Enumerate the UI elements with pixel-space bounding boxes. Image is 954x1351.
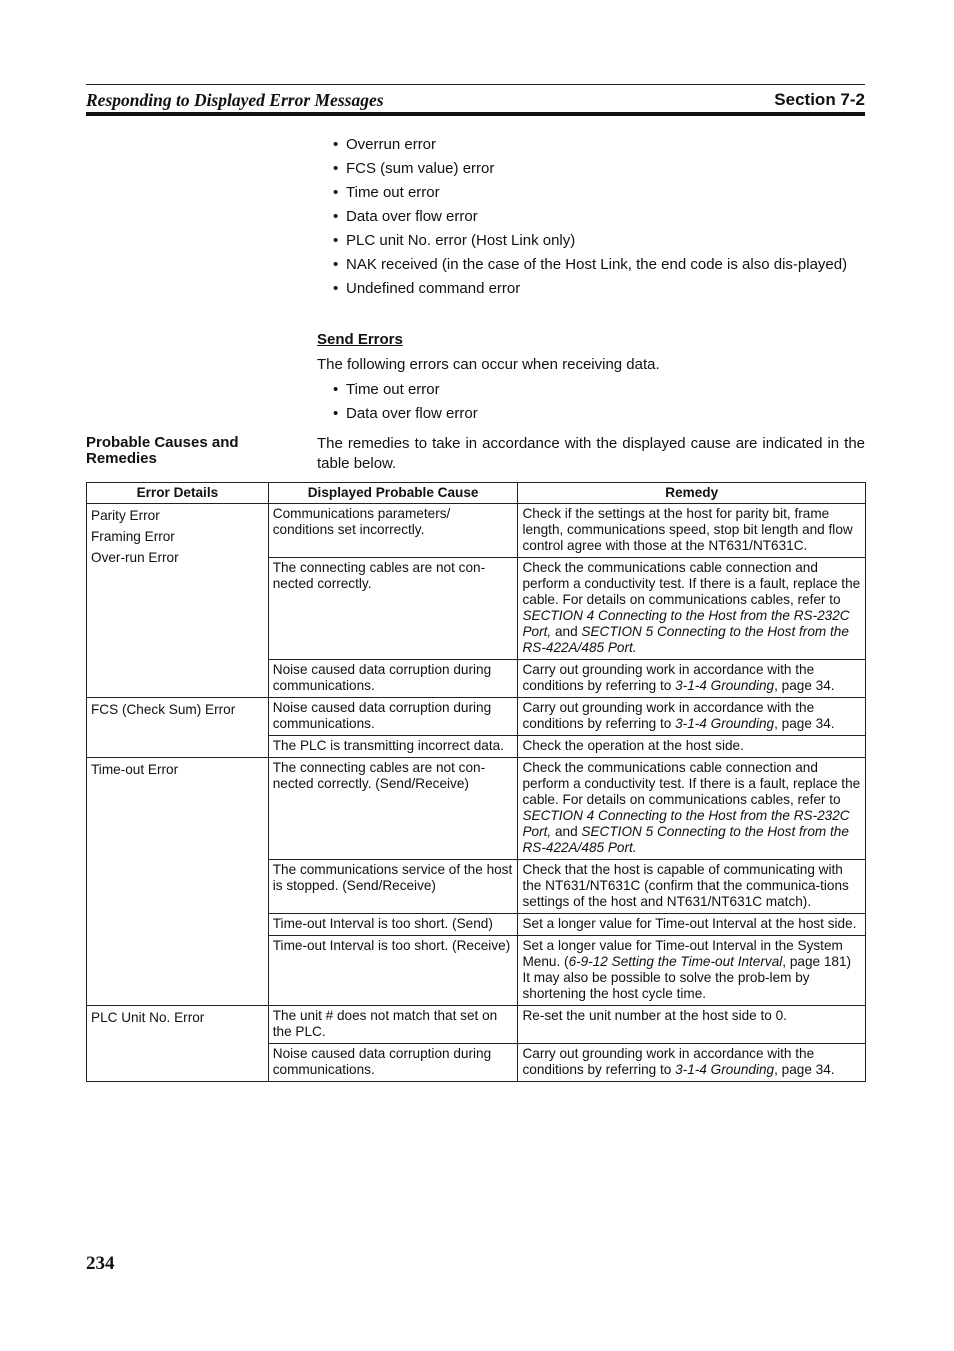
remedy-text: Set a longer value for Time-out Interval in the System Menu. ( (522, 938, 843, 969)
error-detail: PLC Unit No. Error (91, 1010, 205, 1025)
cause-cell: The connecting cables are not con-nected correctly. (268, 558, 518, 660)
remedy-cell: Re-set the unit number at the host side to 0. (518, 1006, 866, 1044)
page-number: 234 (86, 1253, 115, 1274)
send-errors-heading: Send Errors (317, 331, 403, 348)
remedy-cell: Check if the settings at the host for parity bit, frame length, communications speed, stop bit length and flow control agree with those at the NT631/NT631C. (518, 504, 866, 558)
error-details-cell (87, 1006, 269, 1082)
cause-cell: Noise caused data corruption during communications. (268, 660, 518, 698)
list-item: • PLC unit No. error (Host Link only) (333, 231, 865, 251)
table-row (87, 758, 866, 860)
column-header: Displayed Probable Cause (268, 483, 518, 504)
list-item: • Undefined command error (333, 279, 865, 299)
send-errors-intro: The following errors can occur when receiving data. (317, 356, 660, 373)
remedy-text: Carry out grounding work in accordance with the conditions by referring to (522, 662, 815, 693)
remedy-cell (518, 660, 866, 698)
list-item: • Overrun error (333, 135, 865, 155)
remedy-cell: Check the operation at the host side. (518, 736, 866, 758)
cause-cell: Noise caused data corruption during communications. (268, 1044, 518, 1082)
cause-cell: Noise caused data corruption during communications. (268, 698, 518, 736)
table-row (87, 504, 866, 558)
remedy-text: . (632, 840, 637, 855)
error-detail: Over-run Error (91, 550, 179, 565)
table-row (87, 1006, 866, 1044)
remedy-text: , page 181) It may also be possible to solve the prob-lem by shortening the host cycle time. (522, 954, 852, 1001)
remedy-text: , page 34. (774, 678, 835, 693)
list-item: • FCS (sum value) error (333, 159, 865, 179)
remedy-cell: Set a longer value for Time-out Interval at the host side. (518, 914, 866, 936)
receive-error-list (333, 135, 865, 303)
remedy-cell (518, 936, 866, 1006)
remedy-cell (518, 758, 866, 860)
list-item: • Data over flow error (333, 207, 865, 227)
cause-cell: The connecting cables are not con-nected correctly. (Send/Receive) (268, 758, 518, 860)
error-detail: Framing Error (91, 529, 175, 544)
cause-cell: Time-out Interval is too short. (Send) (268, 914, 518, 936)
section-reference: SECTION 5 Connecting to the Host from the RS-422A/485 Port (522, 624, 849, 655)
error-details-cell (87, 698, 269, 758)
section-reference: SECTION 5 Connecting to the Host from the RS-422A/485 Port (522, 824, 849, 855)
header-rule (86, 84, 865, 85)
remedy-text: Carry out grounding work in accordance with the conditions by referring to (522, 1046, 815, 1077)
error-detail: Time-out Error (91, 762, 179, 777)
probable-causes-intro: The remedies to take in accordance with the displayed cause are indicated in the table below. (317, 435, 865, 472)
error-detail: FCS (Check Sum) Error (91, 702, 236, 717)
error-detail: Parity Error (91, 508, 160, 523)
running-header-section: Section 7-2 (774, 90, 865, 109)
error-details-cell (87, 504, 269, 698)
remedy-cell (518, 1044, 866, 1082)
section-reference: 3-1-4 Grounding (675, 1062, 775, 1077)
list-item: • Time out error (333, 380, 865, 400)
remedy-text: Carry out grounding work in accordance with the conditions by referring to (522, 700, 815, 731)
cause-cell: Time-out Interval is too short. (Receive) (268, 936, 518, 1006)
remedy-text: Check the communications cable connection and perform a conductivity test. If there is a fault, replace the cable. For details on communications cables, refer to (522, 560, 861, 607)
remedy-cell: Check that the host is capable of communicating with the NT631/NT631C (confirm that the communica-tions settings of the host and NT631/NT631C match). (518, 860, 866, 914)
cause-cell: The unit # does not match that set on the PLC. (268, 1006, 518, 1044)
column-header: Remedy (518, 483, 866, 504)
section-reference: 3-1-4 Grounding (675, 678, 775, 693)
remedy-text: and (551, 624, 582, 639)
section-reference: 6-9-12 Setting the Time-out Interval (568, 954, 783, 969)
table-row (87, 698, 866, 736)
remedy-text: , page 34. (774, 1062, 835, 1077)
column-header: Error Details (87, 483, 269, 504)
cause-cell: Communications parameters/ conditions set incorrectly. (268, 504, 518, 558)
error-details-cell (87, 758, 269, 1006)
remedy-cell (518, 558, 866, 660)
error-remedy-table (86, 482, 866, 1082)
section-reference: SECTION 4 Connecting to the Host from the RS-232C Port, (522, 608, 850, 639)
header-thick-rule (86, 112, 865, 116)
remedy-text: , page 34. (774, 716, 835, 731)
probable-causes-heading: Probable Causes and Remedies (86, 434, 239, 467)
table-header-row (87, 483, 866, 504)
cause-cell: The communications service of the host is stopped. (Send/Receive) (268, 860, 518, 914)
cause-cell: The PLC is transmitting incorrect data. (268, 736, 518, 758)
remedy-text: Check the communications cable connection and perform a conductivity test. If there is a fault, replace the cable. For details on communications cables, refer to (522, 760, 861, 807)
list-item: • NAK received (in the case of the Host Link, the end code is also dis-played) (333, 255, 865, 275)
section-reference: SECTION 4 Connecting to the Host from the RS-232C Port, (522, 808, 850, 839)
list-item: • Data over flow error (333, 404, 865, 424)
remedy-text: and (551, 824, 582, 839)
running-header-title: Responding to Displayed Error Messages (86, 90, 384, 110)
list-item: • Time out error (333, 183, 865, 203)
send-error-list (333, 380, 865, 428)
remedy-text: . (632, 640, 637, 655)
remedy-cell (518, 698, 866, 736)
section-reference: 3-1-4 Grounding (675, 716, 775, 731)
